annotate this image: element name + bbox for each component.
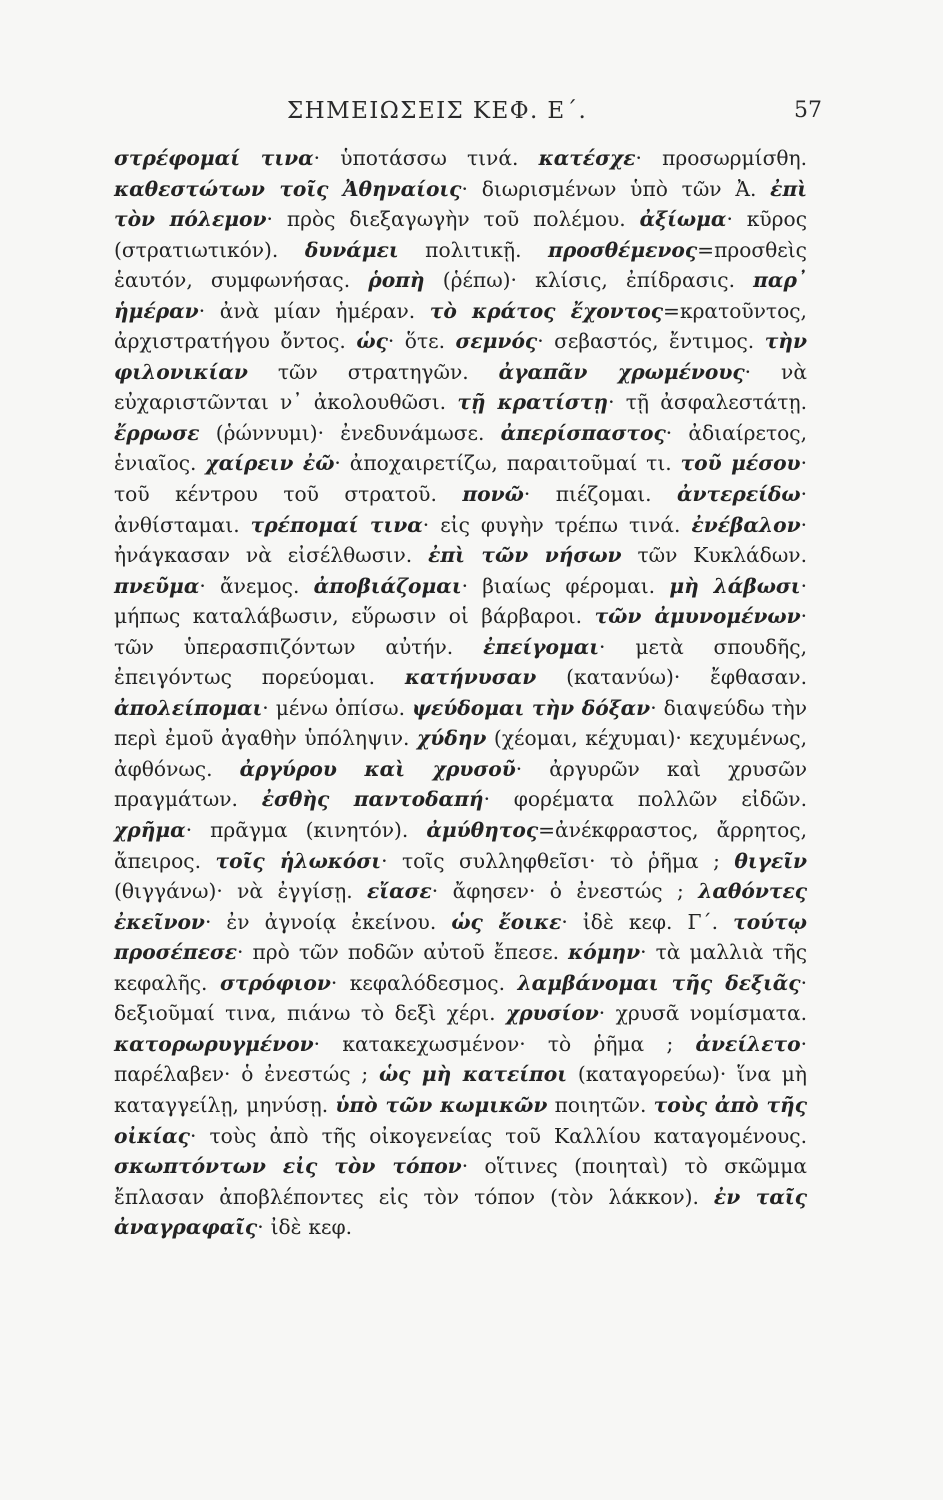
gloss-text: · ἄνεμος. bbox=[199, 573, 314, 598]
gloss-text: · σεβαστός, ἔντιμος. bbox=[537, 329, 765, 354]
lemma-term: σεμνός bbox=[455, 329, 538, 354]
gloss-text: · μήπως καταλάβωσιν, εὕρωσιν οἱ βάρβαροι. bbox=[114, 573, 807, 629]
lemma-term: ἀποβιάζομαι bbox=[313, 573, 462, 598]
lemma-term: χαίρειν ἐῶ bbox=[205, 451, 335, 476]
lemma-term: ἐπὶ τῶν νήσων bbox=[428, 543, 622, 568]
lemma-term: κατορωρυγμένον bbox=[114, 1031, 314, 1056]
gloss-text: · ἀνθίσταμαι. bbox=[114, 482, 807, 537]
lemma-term: τοῦ μέσου bbox=[680, 451, 801, 476]
gloss-text: · τῇ ἀσφαλεστάτῃ. bbox=[608, 390, 807, 415]
lemma-term: χύδην bbox=[416, 726, 487, 751]
gloss-text: τῶν Κυκλάδων. bbox=[621, 543, 807, 568]
gloss-text: · κῦρος (στρατιωτικόν). bbox=[114, 207, 807, 262]
gloss-text: · βιαίως φέρομαι. bbox=[461, 573, 670, 598]
lemma-term: ὡς μὴ κατείποι bbox=[378, 1062, 568, 1087]
lemma-term: θιγεῖν bbox=[734, 848, 807, 873]
gloss-text: · μένω ὀπίσω. bbox=[262, 695, 412, 720]
gloss-text: (ῥέπω)· κλίσις, ἐπίδρασις. bbox=[424, 268, 754, 293]
gloss-text: · πρᾶγμα (κινητόν). bbox=[185, 818, 427, 843]
gloss-text: · ὅτε. bbox=[387, 329, 456, 354]
body-text bbox=[114, 143, 807, 1243]
lemma-term: καθεστώτων τοῖς Ἀθηναίοις bbox=[114, 176, 462, 201]
lemma-term: στρόφιον bbox=[219, 970, 331, 995]
gloss-text: · διαψεύδω τὴν περὶ ἐμοῦ ἀγαθὴν ὑπόληψιν. bbox=[114, 695, 808, 751]
gloss-text: · φορέματα πολλῶν εἰδῶν. bbox=[483, 787, 807, 812]
lemma-term: λαμβάνομαι τῆς δεξιᾶς bbox=[517, 970, 801, 995]
gloss-text: · νὰ εὐχαριστῶνται ν᾽ ἀκολουθῶσι. bbox=[114, 359, 807, 415]
lemma-term: τρέπομαί τινα bbox=[250, 512, 423, 537]
lemma-term: ὡς ἔοικε bbox=[451, 909, 562, 934]
lemma-term: στρέφομαί τινα bbox=[114, 146, 314, 170]
lemma-term: τῇ κρατίστῃ bbox=[457, 390, 609, 415]
gloss-text: · ἰδὲ κεφ. Γ΄. bbox=[561, 909, 734, 934]
gloss-text: · εἰς φυγὴν τρέπω τινά. bbox=[422, 512, 692, 537]
gloss-text: · παρέλαβεν· ὁ ἐνεστώς ; bbox=[114, 1031, 807, 1087]
gloss-text: · τὰ μαλλιὰ τῆς κεφαλῆς. bbox=[114, 940, 807, 995]
gloss-text: τῶν στρατηγῶν. bbox=[247, 359, 499, 384]
gloss-text: =ἀνέκφραστος, ἄρρητος, ἄπειρος. bbox=[114, 818, 807, 873]
running-title: ΣΗΜΕΙΩΣΕΙΣ ΚΕΦ. Ε΄. bbox=[287, 98, 588, 124]
lemma-term: εἴασε bbox=[367, 879, 432, 904]
lemma-term: ὡς bbox=[356, 329, 388, 354]
lemma-term: ἐπείγομαι bbox=[483, 634, 600, 659]
gloss-text: · τῶν ὑπερασπιζόντων αὐτήν. bbox=[114, 604, 807, 659]
gloss-text: (χέομαι, κέχυμαι)· κεχυμένως, ἀφθόνως. bbox=[114, 726, 807, 781]
gloss-text: · ἰδὲ κεφ. bbox=[257, 1215, 353, 1240]
gloss-text: =κρατοῦντος, ἀρχιστρατήγου ὄντος. bbox=[114, 298, 807, 354]
gloss-text: · τοῦ κέντρου τοῦ στρατοῦ. bbox=[114, 451, 807, 507]
lemma-term: σκωπτόντων εἰς τὸν τόπον bbox=[114, 1154, 462, 1179]
lemma-term: δυνάμει bbox=[304, 237, 399, 262]
gloss-text: · πρὸς διεξαγωγὴν τοῦ πολέμου. bbox=[266, 207, 640, 232]
lemma-term: μὴ λάβωσι bbox=[669, 573, 801, 598]
lemma-term: τοὺς ἀπὸ τῆς οἰκίας bbox=[114, 1092, 808, 1148]
lemma-term: ῥοπὴ bbox=[368, 268, 425, 293]
gloss-text: · διωρισμένων ὑπὸ τῶν Ἀ. bbox=[461, 176, 771, 201]
gloss-text: · ἠνάγκασαν νὰ εἰσέλθωσιν. bbox=[114, 512, 807, 568]
lemma-term: χρῆμα bbox=[114, 818, 186, 843]
gloss-text: (κατανύω)· ἔφθασαν. bbox=[536, 665, 808, 690]
gloss-text: · κεφαλόδεσμος. bbox=[330, 970, 518, 995]
lemma-term: ἐν ταῖς ἀναγραφαῖς bbox=[114, 1184, 807, 1240]
lemma-term: κατήνυσαν bbox=[404, 665, 537, 690]
lemma-term: ἀντερείδω bbox=[677, 482, 801, 507]
lemma-term: τὴν φιλονικίαν bbox=[114, 329, 807, 384]
gloss-text: · ἀδιαίρετος, ἑνιαῖος. bbox=[114, 420, 807, 476]
gloss-text: · δεξιοῦμαί τινα, πιάνω τὸ δεξὶ χέρι. bbox=[114, 970, 808, 1026]
lemma-term: παρ᾽ ἡμέραν bbox=[114, 268, 807, 323]
gloss-text: (ῥώννυμι)· ἐνεδυνάμωσε. bbox=[199, 420, 501, 445]
lemma-term: ψεύδομαι τὴν δόξαν bbox=[412, 695, 651, 720]
lemma-term: ἀνείλετο bbox=[695, 1031, 801, 1056]
lemma-term: ἀμύθητος bbox=[426, 818, 539, 843]
gloss-text: · ἀργυρῶν καὶ χρυσῶν πραγμάτων. bbox=[114, 756, 807, 812]
gloss-text: · τοῖς συλληφθεῖσι· τὸ ῥῆμα ; bbox=[381, 848, 735, 873]
lemma-term: ἀπολείπομαι bbox=[114, 695, 263, 720]
lemma-term: ἀγαπᾶν χρωμένους bbox=[498, 359, 745, 384]
gloss-text: (καταγορεύω)· ἵνα μὴ καταγγείλῃ, μηνύσῃ. bbox=[114, 1062, 807, 1117]
gloss-text: πολιτικῇ. bbox=[398, 237, 549, 262]
lemma-term: πνεῦμα bbox=[114, 573, 200, 598]
lemma-term: πονῶ bbox=[462, 482, 524, 507]
page-header bbox=[0, 98, 943, 134]
gloss-text: · οἵτινες (ποιηταὶ) τὸ σκῶμμα ἔπλασαν ἀποβλέποντες εἰς τὸν τόπον (τὸν λάκκον). bbox=[114, 1154, 807, 1209]
gloss-text: · ὑποτάσσω τινά. bbox=[313, 146, 539, 170]
gloss-text: =προσθεὶς ἑαυτόν, συμφωνήσας. bbox=[114, 237, 807, 293]
gloss-text: ποιητῶν. bbox=[547, 1092, 654, 1117]
lemma-term: κατέσχε bbox=[538, 146, 636, 170]
page-number: 57 bbox=[794, 98, 822, 123]
lemma-term: τοῖς ἡλωκόσι bbox=[215, 848, 382, 873]
gloss-text: · ἐν ἀγνοίᾳ ἐκείνου. bbox=[204, 909, 452, 934]
gloss-text: · ἄφησεν· ὁ ἐνεστώς ; bbox=[431, 879, 699, 904]
gloss-text: · ἀνὰ μίαν ἡμέραν. bbox=[198, 298, 430, 323]
gloss-text: · ἀποχαιρετίζω, παραιτοῦμαί τι. bbox=[334, 451, 681, 476]
lemma-term: λαθόντες ἐκεῖνον bbox=[114, 879, 808, 934]
gloss-text: · προσωρμίσθη. bbox=[635, 146, 808, 170]
lemma-term: κόμην bbox=[568, 940, 641, 965]
lemma-term: χρυσίον bbox=[505, 1001, 599, 1026]
lemma-term: τῶν ἀμυνομένων bbox=[594, 604, 801, 629]
gloss-text: · χρυσᾶ νομίσματα. bbox=[598, 1001, 808, 1026]
lemma-term: ἐπὶ τὸν πόλεμον bbox=[114, 176, 807, 232]
gloss-text: · κατακεχωσμένον· τὸ ῥῆμα ; bbox=[313, 1031, 696, 1056]
lemma-term: ἔρρωσε bbox=[114, 420, 200, 445]
lemma-term: ἀργύρου καὶ χρυσοῦ bbox=[239, 756, 516, 781]
gloss-text: · πιέζομαι. bbox=[523, 482, 678, 507]
lemma-term: ἀξίωμα bbox=[639, 207, 727, 232]
gloss-text: · πρὸ τῶν ποδῶν αὐτοῦ ἔπεσε. bbox=[237, 940, 569, 965]
gloss-text: (θιγγάνω)· νὰ ἐγγίσῃ. bbox=[114, 879, 368, 904]
lemma-term: τούτῳ προσέπεσε bbox=[114, 909, 807, 965]
lemma-term: ἐνέβαλον bbox=[691, 512, 801, 537]
lemma-term: ὑπὸ τῶν κωμικῶν bbox=[335, 1092, 548, 1117]
lemma-term: τὸ κράτος ἔχοντος bbox=[429, 298, 664, 323]
gloss-text: · μετὰ σπουδῆς, ἐπειγόντως πορεύομαι. bbox=[114, 634, 808, 690]
lemma-term: ἐσθὴς παντοδαπή bbox=[261, 787, 484, 812]
lemma-term: προσθέμενος bbox=[548, 237, 698, 262]
gloss-text: · τοὺς ἀπὸ τῆς οἰκογενείας τοῦ Καλλίου καταγομένους. bbox=[189, 1123, 807, 1148]
lemma-term: ἀπερίσπαστος bbox=[500, 420, 666, 445]
